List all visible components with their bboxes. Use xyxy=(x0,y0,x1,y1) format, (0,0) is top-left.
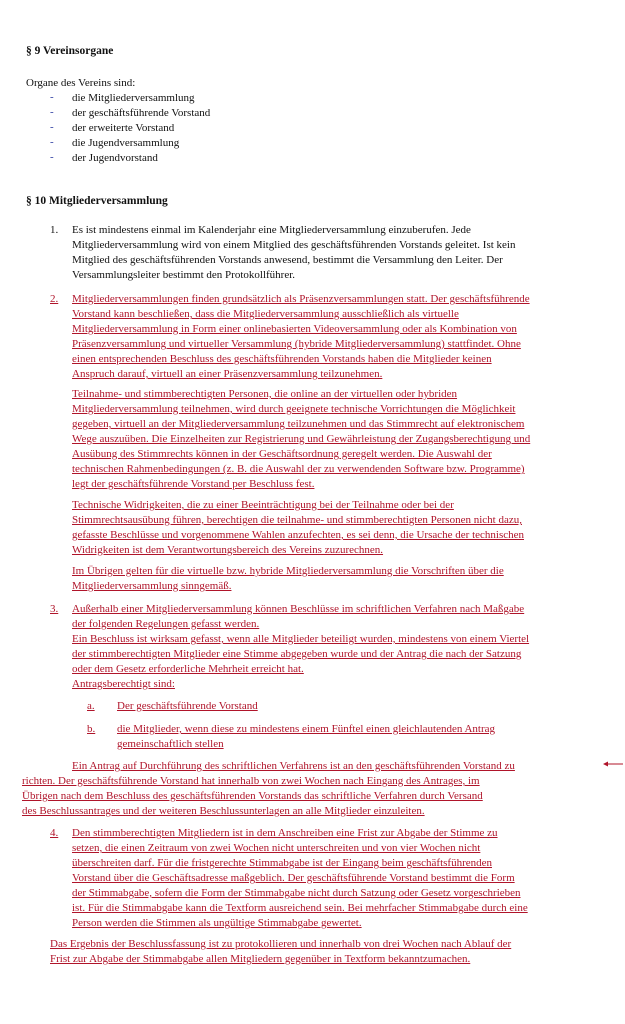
list-item: der erweiterte Vorstand xyxy=(72,122,175,134)
list-bullet: - xyxy=(50,136,54,148)
paragraph-line: richten. Der geschäftsführende Vorstand hat innerhalb von zwei Wochen nach Eingang des Antrages, im xyxy=(22,775,480,787)
sub-item-a-text: Der geschäftsführende Vorstand xyxy=(117,700,258,712)
paragraph-line: Vorstand kann beschließen, dass die Mitgliederversammlung ausschließlich als virtuelle xyxy=(72,308,459,320)
paragraph-line: Versammlungsleiter bestimmt den Protokollführer. xyxy=(72,269,296,281)
paragraph-line: Person werden die Stimmen als ungültige Stimmabgabe gewertet. xyxy=(72,917,362,929)
paragraph-1-number: 1. xyxy=(50,224,59,236)
list-bullet: - xyxy=(50,91,54,103)
paragraph-line: der folgenden Regelungen gefasst werden. xyxy=(72,618,260,630)
paragraph-line: die Mitglieder, wenn diese zu mindestens einem Fünftel einen gleichlautenden Antrag xyxy=(117,723,496,735)
paragraph-line: Technische Widrigkeiten, die zu einer Beeinträchtigung bei der Teilnahme oder bei der xyxy=(72,499,454,511)
sub-item-b-text xyxy=(117,722,495,752)
paragraph-line: Ein Antrag auf Durchführung des schriftlichen Verfahrens ist an den geschäftsführenden Vorstand zu xyxy=(72,760,515,772)
paragraph-line: Außerhalb einer Mitgliederversammlung können Beschlüsse im schriftlichen Verfahren nach Maßgabe xyxy=(72,603,525,615)
paragraph-line: Wege auszuüben. Die Einzelheiten zur Registrierung und Gewährleistung der Zugangsberechtigung und xyxy=(72,433,531,445)
paragraph-line: technischen Rahmenbedingungen (z. B. die Auswahl der zu verwendenden Software bzw. Programme) xyxy=(72,463,525,475)
paragraph-line: Das Ergebnis der Beschlussfassung ist zu protokollieren und innerhalb von drei Wochen nach Ablauf der xyxy=(50,938,512,950)
sub-item-a-label: a. xyxy=(87,700,95,712)
paragraph-1 xyxy=(72,223,515,283)
paragraph-line: Widrigkeiten ist dem Verantwortungsbereich des Vereins zuzurechnen. xyxy=(72,544,384,556)
list-bullet: - xyxy=(50,121,54,133)
paragraph-line: Mitgliederversammlungen finden grundsätzlich als Präsenzversammlungen statt. Der geschäftsführende xyxy=(72,293,530,305)
paragraph-line: ist. Für die Stimmabgabe kann die Textform ausreichend sein. Bei mehrfacher Stimmabgabe durch eine xyxy=(72,902,528,914)
paragraph-line: gefasste Beschlüsse und vorgenommene Wahlen anzufechten, es sei denn, die Ursache der technischen xyxy=(72,529,524,541)
section-9-title: § 9 Vereinsorgane xyxy=(26,45,114,57)
paragraph-line: Vorstand über die Geschäftsadresse maßgeblich. Der geschäftsführende Vorstand bestimmt die Form xyxy=(72,872,515,884)
sub-item-b-label: b. xyxy=(87,723,96,735)
paragraph-2-sub-3 xyxy=(72,564,504,594)
paragraph-line: oder dem Gesetz erforderliche Mehrheit erreicht hat. xyxy=(72,663,304,675)
paragraph-line: der stimmberechtigten Mitglieder eine Stimme abgegeben wurde und der Antrag die nach der Satzung xyxy=(72,648,522,660)
paragraph-line: Teilnahme- und stimmberechtigten Personen, die online an der virtuellen oder hybriden xyxy=(72,388,458,400)
paragraph-3-procedure xyxy=(22,759,515,819)
paragraph-4 xyxy=(72,826,528,931)
paragraph-line: gemeinschaftlich stellen xyxy=(117,738,224,750)
paragraph-line: Anspruch darauf, virtuell an einer Präsenzversammlung teilzunehmen. xyxy=(72,368,383,380)
paragraph-line: des Beschlussantrages und der weiteren Beschlussunterlagen an alle Mitglieder einzuleiten. xyxy=(22,805,425,817)
paragraph-line: Stimmrechtsausübung führen, berechtigen die teilnahme- und stimmberechtigten Personen nicht dazu, xyxy=(72,514,522,526)
paragraph-line: Ausübung des Stimmrechts können in der Geschäftsordnung geregelt werden. Die Auswahl der xyxy=(72,448,492,460)
paragraph-line: Den stimmberechtigten Mitgliedern ist in dem Anschreiben eine Frist zur Abgabe der Stimme zu xyxy=(72,827,498,839)
section-10-title: § 10 Mitgliederversammlung xyxy=(26,195,168,207)
margin-arrow-icon xyxy=(603,761,623,767)
paragraph-line: Mitgliederversammlung teilnehmen, wird durch geeignete technische Vorrichtungen die Möglichkeit xyxy=(72,403,516,415)
paragraph-2-sub-1 xyxy=(72,387,530,492)
list-item: der Jugendvorstand xyxy=(72,152,158,164)
paragraph-line: gegeben, virtuell an der Mitgliederversammlung teilzunehmen und das Stimmrecht auf elektronischem xyxy=(72,418,525,430)
paragraph-line: setzen, die einen Zeitraum von zwei Wochen nicht unterschreiten und von vier Wochen nicht xyxy=(72,842,481,854)
paragraph-2-sub-2 xyxy=(72,498,524,558)
paragraph-line: Frist zur Abgabe der Stimmabgabe allen Mitgliedern gegenüber in Textform bekanntzumachen. xyxy=(50,953,471,965)
paragraph-line: legt der geschäftsführende Vorstand per Beschluss fest. xyxy=(72,478,315,490)
list-bullet: - xyxy=(50,106,54,118)
list-bullet: - xyxy=(50,151,54,163)
list-item: die Jugendversammlung xyxy=(72,137,180,149)
paragraph-line: der Stimmabgabe, sofern die Form der Stimmabgabe nicht durch Satzung oder Gesetz vorgeschrieben xyxy=(72,887,521,899)
paragraph-line: Im Übrigen gelten für die virtuelle bzw. hybride Mitgliederversammlung die Vorschriften über die xyxy=(72,565,504,577)
paragraph-line: Mitgliederversammlung wird von einem Mitglied des geschäftsführenden Vorstands geleitet. Ist kein xyxy=(72,239,516,251)
paragraph-2-number: 2. xyxy=(50,293,59,305)
paragraph-line: überschreiten darf. Für die fristgerechte Stimmabgabe ist der Eingang beim geschäftsführenden xyxy=(72,857,492,869)
paragraph-line: Präsenzversammlung und virtueller Versammlung (hybride Mitgliederversammlung) stattfindet. Ohne xyxy=(72,338,521,350)
paragraph-4-number: 4. xyxy=(50,827,59,839)
paragraph-line: Mitglied des geschäftsführenden Vorstands anwesend, bestimmt die Versammlung den Leiter. Der xyxy=(72,254,503,266)
paragraph-line: Übrigen nach dem Beschluss des geschäftsführenden Vorstands das schriftliche Verfahren durch Versand xyxy=(22,790,483,802)
list-item: die Mitgliederversammlung xyxy=(72,92,195,104)
paragraph-line: Antragsberechtigt sind: xyxy=(72,678,175,690)
paragraph-3-number: 3. xyxy=(50,603,59,615)
section-9-intro: Organe des Vereins sind: xyxy=(26,77,136,89)
paragraph-line: Es ist mindestens einmal im Kalenderjahr eine Mitgliederversammlung einzuberufen. Jede xyxy=(72,224,471,236)
paragraph-line: Mitgliederversammlung sinngemäß. xyxy=(72,580,232,592)
closing-paragraph xyxy=(50,937,511,967)
paragraph-line: Mitgliederversammlung in Form einer onlinebasierten Videoversammlung oder als Kombination von xyxy=(72,323,517,335)
paragraph-line: Ein Beschluss ist wirksam gefasst, wenn alle Mitglieder beteiligt wurden, mindestens von einem Viertel xyxy=(72,633,530,645)
list-item: der geschäftsführende Vorstand xyxy=(72,107,211,119)
paragraph-line: einen entsprechenden Beschluss des geschäftsführenden Vorstands haben die Mitglieder keinen xyxy=(72,353,492,365)
paragraph-3 xyxy=(72,602,529,692)
paragraph-2 xyxy=(72,292,530,382)
